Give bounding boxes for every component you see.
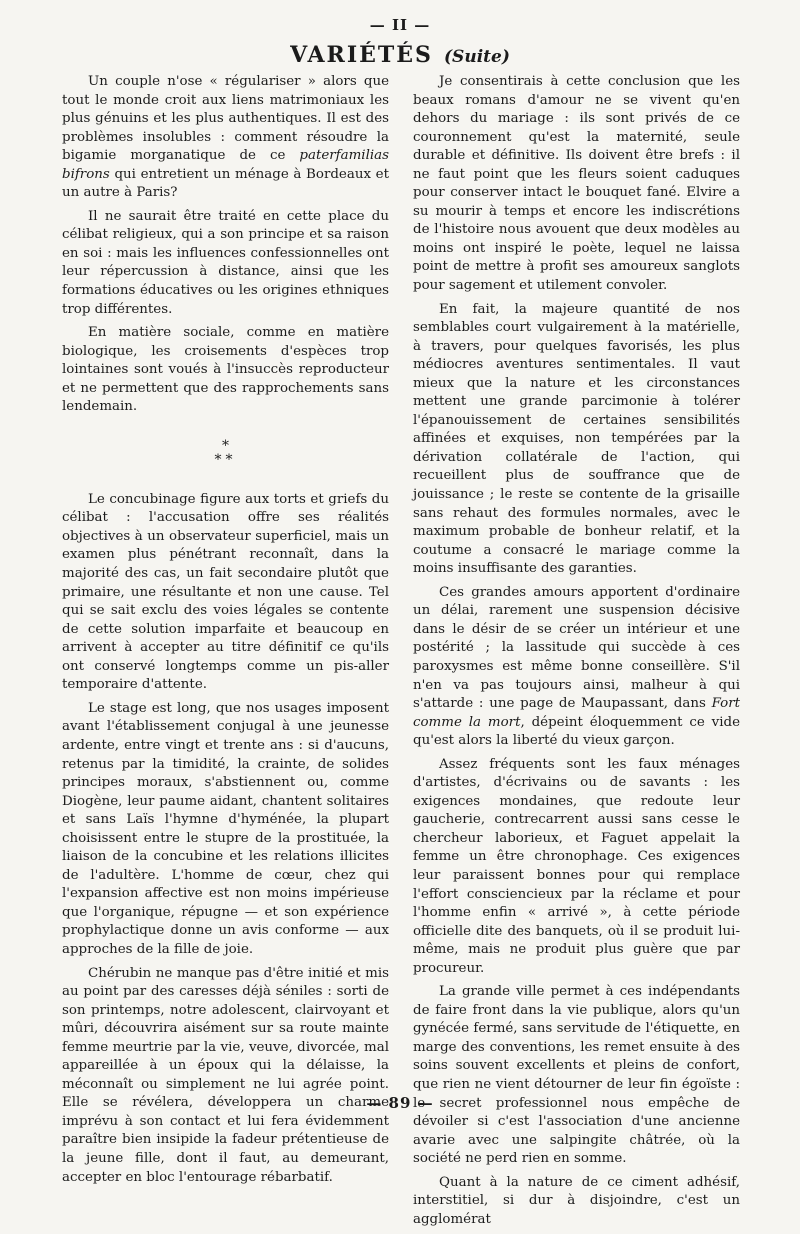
paragraph: Le concubinage figure aux torts et griefs du célibat : l'accusation offre ses réalités objectives à un observateur superficiel, mais un examen plus pénétrant reconnaît, dans la majorité des cas, un fait secondaire plutôt que primaire, une résultante et non une cause. Tel qui se sait exclu des voies légales se contente de cette solution imparfaite et beaucoup en arrivent à accepter au titre définitif ce qu'ils ont conservé longtemps comme un pis-aller temporaire d'attente. (62, 491, 389, 693)
asterism-bottom: ** (214, 451, 237, 468)
paragraph-text: qui entretient un ménage à Bordeaux et un autre à Paris? (62, 166, 389, 201)
left-column (62, 73, 389, 1192)
paragraph: Le stage est long, que nos usages imposent avant l'établissement conjugal à une jeunesse ardente, entre vingt et trente ans : si d'aucuns, retenus par la timidité, la crainte, de solides principes moraux, s'abstiennent ou, comme Diogène, leur paume aidant, chantent solitaires et sans Laïs l'hymne d'hyménée, la plupart choisissent entre le stupre de la prostituée, la liaison de la concubine et les relations illicites de l'adultère. L'homme de cœur, chez qui l'expansion affective est non moins impérieuse que l'organique, répugne — et son expérience prophylactique donne un avis conforme — aux approches de la fille de joie. (62, 700, 389, 957)
book-title: Fort comme la mort (413, 696, 740, 730)
paragraph: Assez fréquents sont les faux ménages d'artistes, d'écrivains ou de savants : les exigences mondaines, que redoute leur gaucherie, contrecarrent aussi sans cesse le chercheur laborieux, et Faguet appelait la femme un être chronophage. Ces exigences leur paraissent bonnes pour qui remplace l'effort consciencieux par la réclame et pour l'homme enfin « arrivé », à cette période officielle dite des banquets, où il se produit lui-même, mais ne produit plus guère que par procureur. (413, 756, 740, 976)
paragraph-text: Ces grandes amours apportent d'ordinaire un délai, rarement une suspension décisive dans le désir de se créer un intérieur et une postérité ; la lassitude qui succède à ces paroxysmes est même bonne conseillère. S'il n'en va pas toujours ainsi, malheur à qui s'attarde : une page de Maupassant, dans (413, 584, 740, 712)
paragraph: Je consentirais à cette conclusion que les beaux romans d'amour ne se vivent qu'en dehors du mariage : ils sont privés de ce couronnement qu'est la maternité, seule durable et définitive. Ils doivent être brefs : il ne faut point que les fleurs soient caduques pour conserver intact le bouquet fané. Elvire a su mourir à temps et encore les indiscrétions de l'histoire nous avouent que deux modèles au moins ont inspiré le poète, lequel ne laissa point de mettre à profit ses amoureux sanglots pour sagement et utilement convoler. (413, 74, 740, 294)
paragraph (62, 73, 389, 203)
right-column (413, 73, 740, 1234)
paragraph: Il ne saurait être traité en cette place du célibat religieux, qui a son principe et sa raison en soi : mais les influences confessionnelles ont leur répercussion à distance, ainsi que les formations éducatives ou les origines ethniques trop différentes. (62, 208, 389, 317)
title-main: VARIÉTÉS (290, 42, 433, 68)
article-title (0, 42, 800, 68)
paragraph: Chérubin ne manque pas d'être initié et mis au point par des caresses déjà séniles : sorti de son printemps, notre adolescent, clairvoyant et mûri, découvrira aisément sur sa route mainte femme meurtrie par la vie, veuve, divorcée, mal appareillée à un époux qui la délaisse, la méconnaît ou simplement ne lui agrée point. Elle se révélera, développera un charme imprévu à son contact et lui fera évidemment paraître bien insipide la fadeur prétentieuse de la jeune fille, dont il faut, au demeurant, accepter en bloc l'entourage rébarbatif. (62, 965, 389, 1185)
section-folio: — II — (369, 16, 431, 34)
title-subtitle: (Suite) (444, 47, 510, 67)
asterism-separator (62, 439, 389, 467)
asterism-top: * (222, 437, 229, 454)
paragraph-text: , dépeint éloquemment ce vide qu'est alors la liberté du vieux garçon. (413, 714, 740, 749)
page-number: — 89 — (366, 1094, 434, 1112)
latin-phrase: paterfamilias bifrons (62, 148, 389, 182)
paragraph: En matière sociale, comme en matière biologique, les croisements d'espèces trop lointaines sont voués à l'insuccès reproducteur et ne permettent que des rapprochements sans lendemain. (62, 325, 389, 415)
paragraph: Quant à la nature de ce ciment adhésif, interstitiel, si dur à disjoindre, c'est un agglomérat (413, 1174, 740, 1227)
paragraph (413, 584, 740, 751)
paragraph-text: Un couple n'ose « régulariser » alors que tout le monde croit aux liens matrimoniaux les plus génuins et les plus authentiques. Il est des problèmes insolubles : comment résoudre la bigamie morganatique de ce (62, 74, 389, 164)
paragraph: La grande ville permet à ces indépendants de faire front dans la vie publique, alors qu'un gynécée fermé, sans servitude de l'étiquette, en marge des conventions, les remet ensuite à des soins souvent excellents et pleins de confort, que rien ne vient détourner de leur fin égoïste : le secret professionnel nous empêche de dévoiler si c'est l'association d'une ancienne avarie avec une salpingite châtrée, où la société ne perd rien en somme. (413, 984, 740, 1167)
paragraph: En fait, la majeure quantité de nos semblables court vulgairement à la matérielle, à travers, pour quelques favorisés, les plus médiocres aventures sentimentales. Il vaut mieux que la nature et les circonstances mettent une grande parcimonie à tolérer l'épanouissement de certaines sensibilités affinées et exquises, non tempérées par la dérivation collatérale de l'action, qui recueillent plus de souffrance que de jouissance ; le reste se contente de la grisaille sans rehaut des formules normales, avec le maximum probable de bonheur relatif, et la coutume a consacré le mariage comme la moins insuffisante des garanties. (413, 301, 740, 577)
